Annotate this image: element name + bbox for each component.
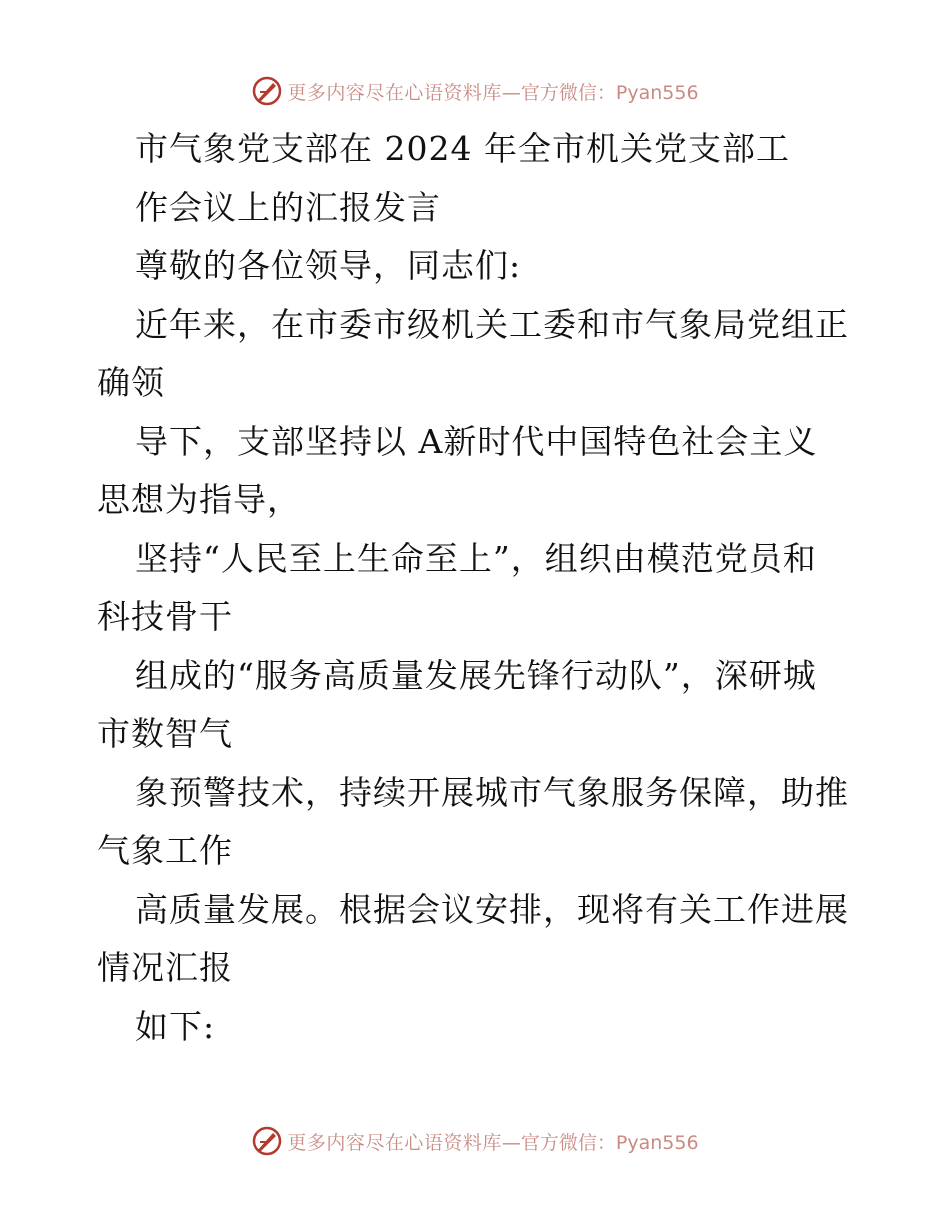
text-line: 科技骨干: [97, 597, 233, 636]
text-line: 思想为指导，: [97, 480, 301, 519]
text-line: 如下:: [135, 1006, 216, 1046]
text-line: 气象工作: [97, 831, 233, 870]
quill-logo-icon: [251, 1125, 283, 1157]
document-body: [97, 120, 857, 1056]
watermark-text: 更多内容尽在心语资料库: [287, 1131, 502, 1154]
text-line: 导下，支部坚持以 A新时代中国特色社会主义: [135, 421, 818, 461]
text-line: 市气象党支部在 2024 年全市机关党支部工: [135, 129, 790, 168]
text-line: 近年来，在市委市级机关工委和市气象局党组正: [135, 304, 849, 344]
text-line: 作会议上的汇报发言: [135, 187, 441, 227]
text-line: 象预警技术，持续开展城市气象服务保障，助推: [135, 772, 849, 812]
text-line: 情况汇报: [97, 948, 233, 987]
text-line: 高质量发展。根据会议安排，现将有关工作进展: [135, 889, 849, 929]
quill-logo-icon: [251, 75, 283, 107]
text-line: 坚持“人民至上生命至上”，组织由模范党员和: [135, 538, 817, 578]
text-line: 组成的“服务高质量发展先锋行动队”，深研城: [135, 655, 817, 695]
watermark-suffix: —官方微信：Pyan556: [501, 81, 699, 104]
text-line: 尊敬的各位领导，同志们:: [135, 246, 522, 285]
header-watermark: [0, 71, 950, 111]
watermark-suffix: —官方微信：Pyan556: [501, 1131, 699, 1154]
footer-watermark: [0, 1121, 950, 1161]
text-line: 市数智气: [97, 714, 233, 753]
text-line: 确领: [97, 363, 165, 402]
watermark-text: 更多内容尽在心语资料库: [287, 81, 502, 104]
